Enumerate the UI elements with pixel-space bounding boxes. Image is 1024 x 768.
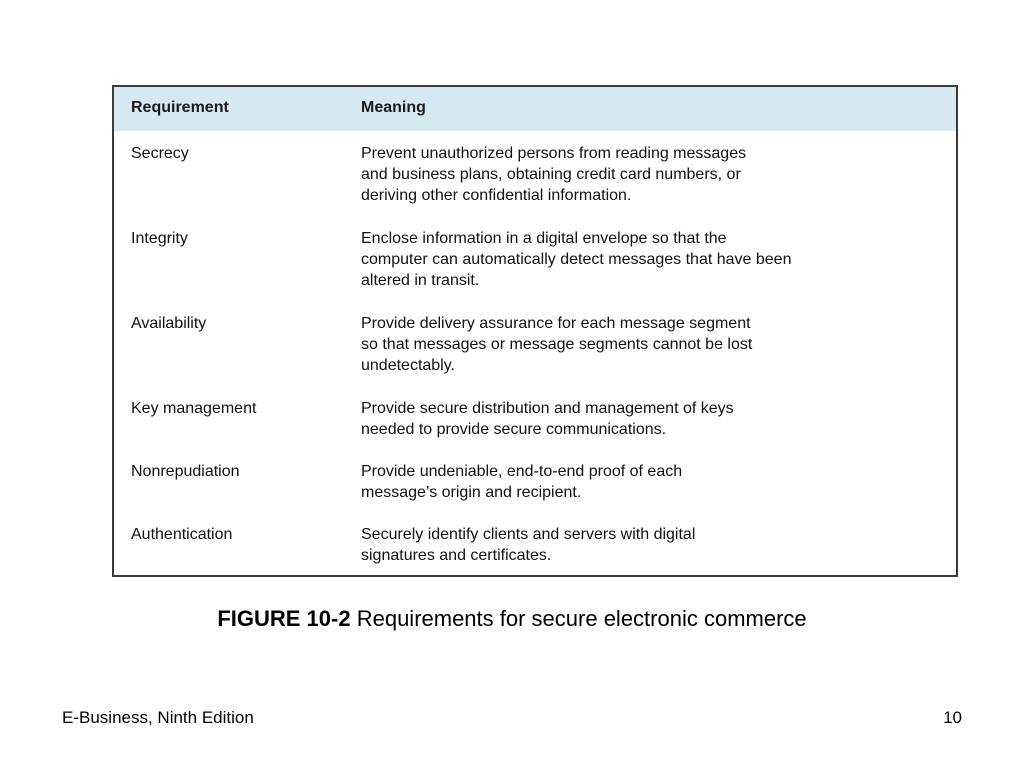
- meaning-cell: Provide delivery assurance for each message segment so that messages or message segments cannot be lost undetectably.: [361, 315, 753, 374]
- meaning-cell: Enclose information in a digital envelope so that the computer can automatically detect messages that have been altered in transit.: [361, 230, 792, 289]
- meaning-cell: Securely identify clients and servers with digital signatures and certificates.: [361, 526, 696, 564]
- figure-caption-text: Requirements for secure electronic commerce: [350, 606, 807, 631]
- requirements-table: [112, 85, 958, 577]
- requirement-cell: Nonrepudiation: [131, 463, 240, 480]
- requirement-cell: Availability: [131, 315, 207, 332]
- footer-book-title: E-Business, Ninth Edition: [62, 708, 254, 727]
- meaning-cell: Prevent unauthorized persons from reading messages and business plans, obtaining credit card numbers, or deriving other confidential information.: [361, 145, 747, 204]
- requirement-cell: Key management: [131, 400, 257, 417]
- figure-label: FIGURE 10-2: [217, 606, 351, 631]
- meaning-cell: Provide secure distribution and management of keys needed to provide secure communications.: [361, 400, 734, 438]
- meaning-cell: Provide undeniable, end-to-end proof of each message’s origin and recipient.: [361, 463, 683, 501]
- header-requirement: Requirement: [131, 99, 229, 116]
- requirement-cell: Authentication: [131, 526, 233, 543]
- table-header: [114, 87, 956, 131]
- requirement-cell: Integrity: [131, 230, 188, 247]
- header-meaning: Meaning: [361, 99, 426, 116]
- figure-caption: [0, 606, 1024, 632]
- footer-page-number: 10: [943, 708, 962, 727]
- requirement-cell: Secrecy: [131, 145, 189, 162]
